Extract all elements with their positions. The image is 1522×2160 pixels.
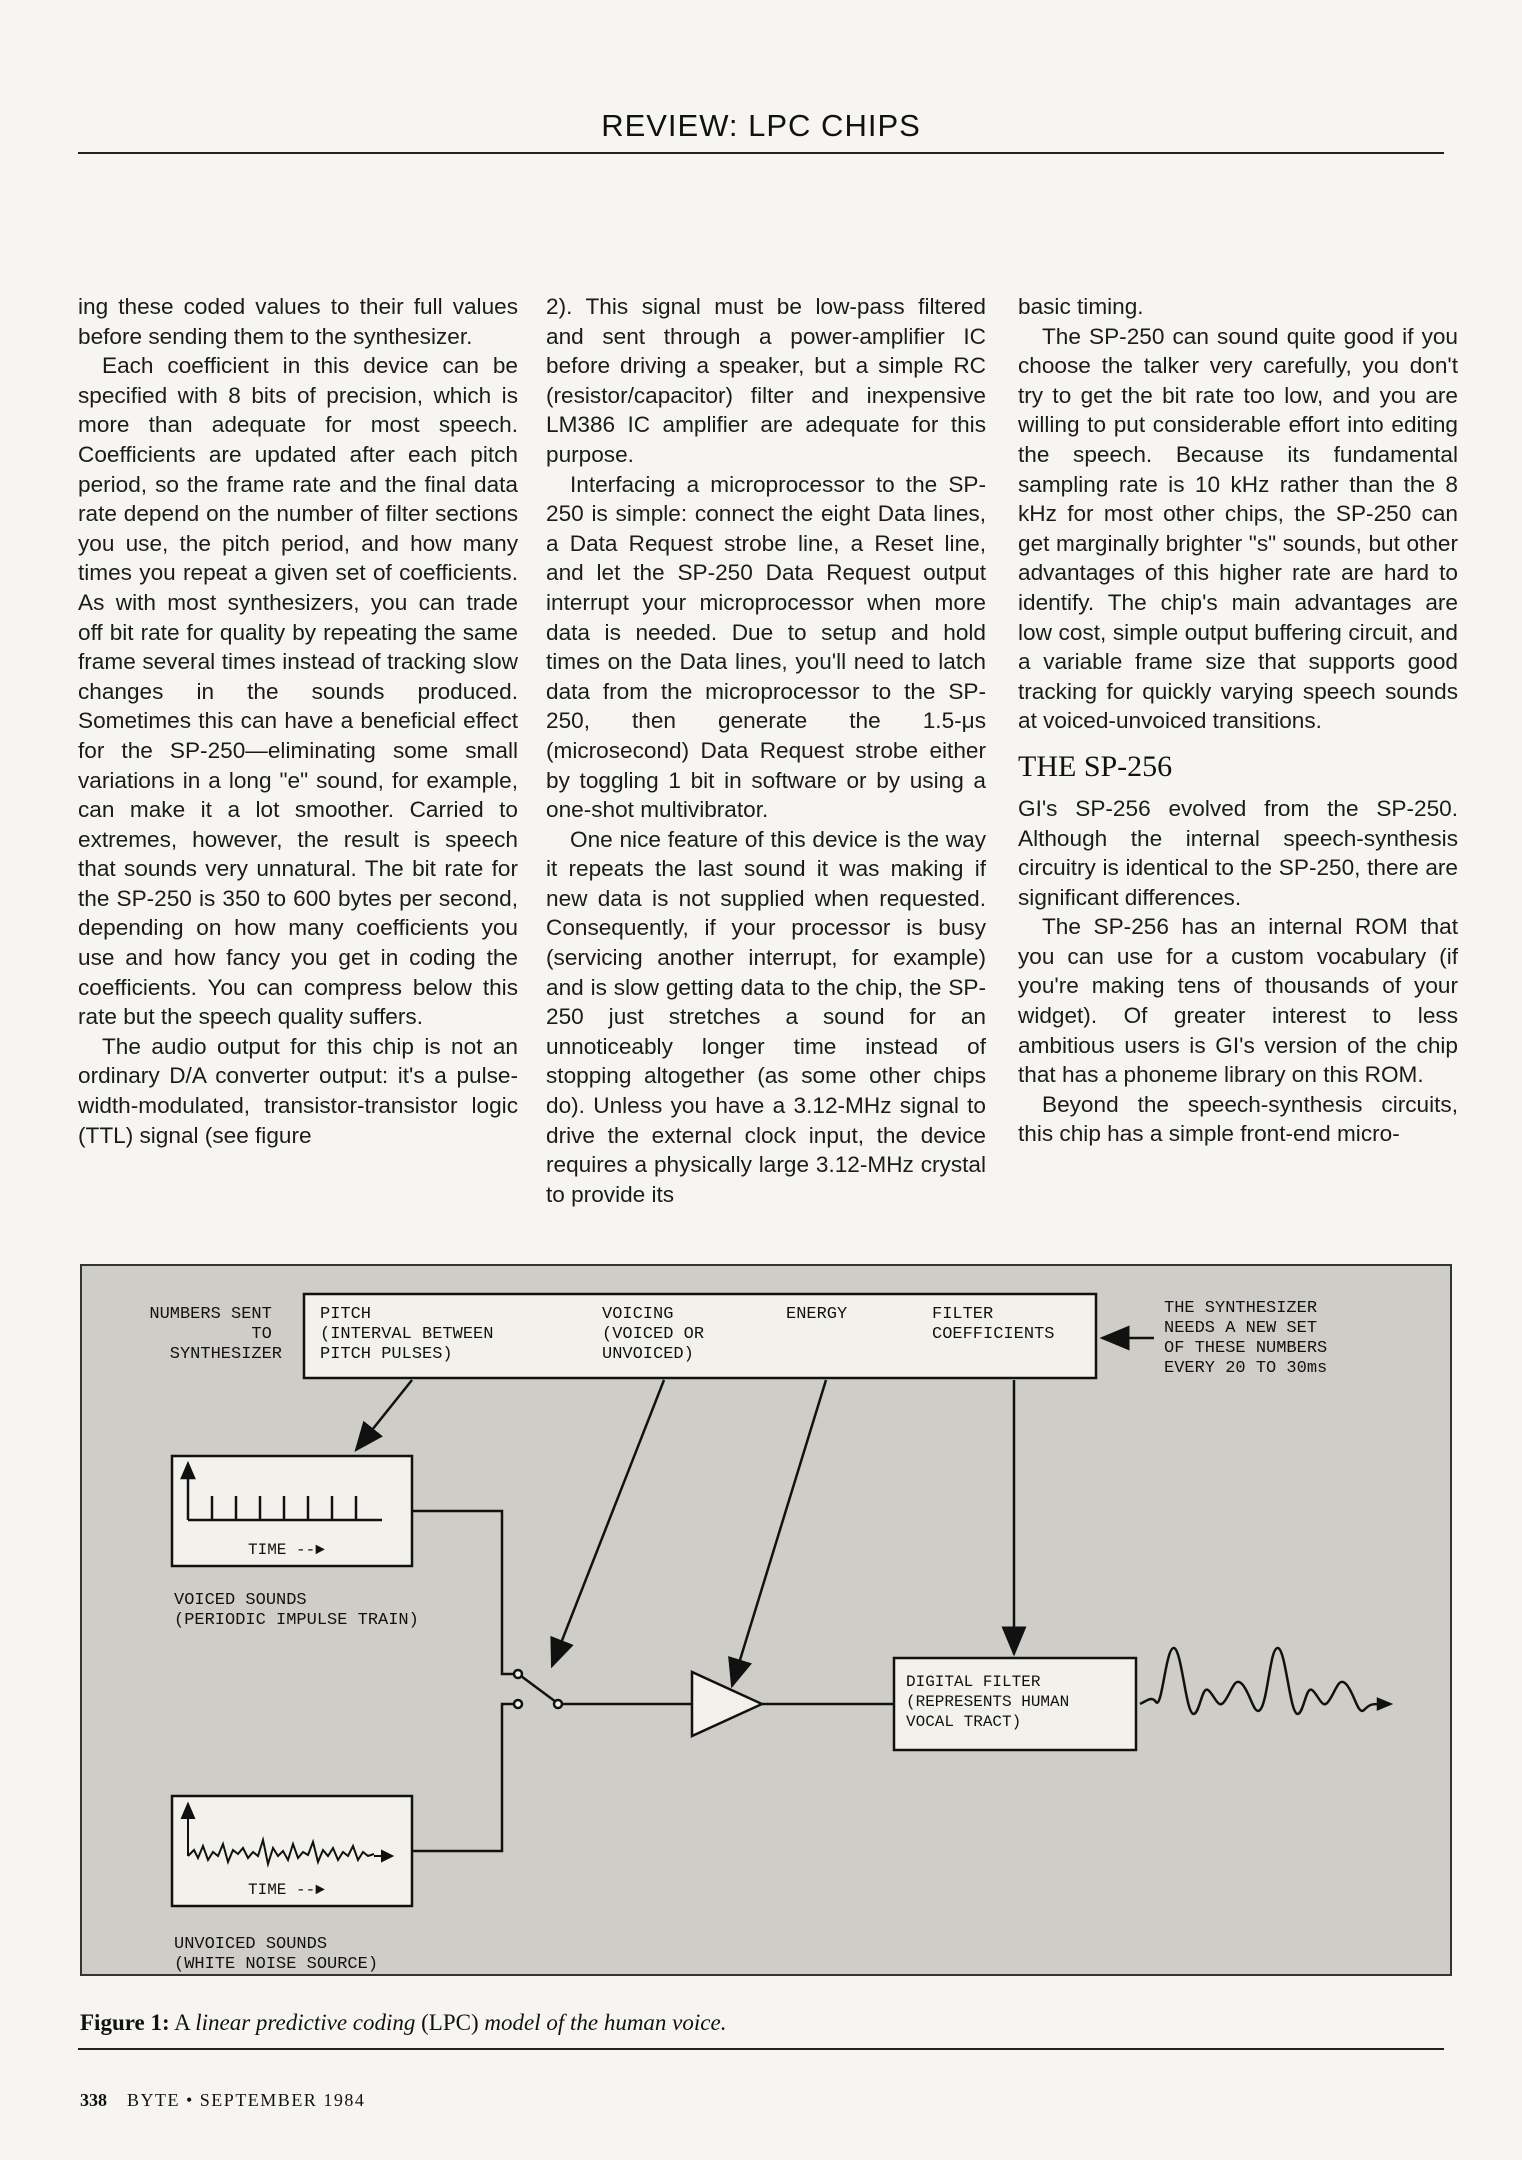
page-number: 338	[80, 2090, 107, 2110]
digital-filter-label: DIGITAL FILTER (REPRESENTS HUMAN VOCAL TRACT)	[906, 1673, 1070, 1731]
paragraph: basic timing.	[1018, 294, 1144, 319]
caption-text: (LPC)	[415, 2010, 485, 2035]
paragraph: ing these coded values to their full values before sending them to the synthesizer.	[78, 294, 518, 349]
paragraph: One nice feature of this device is the way it repeats the last sound it was making if new data is not supplied when requested. Consequently, if your processor is busy (servicing another interrupt, for example) and is slow getting data to the chip, the SP-250 just stretches a sound for an unnoticeably longer time instead of stopping altogether (as some other chips do). Unless you have a 3.12-MHz signal to drive the external clock input, the device requires a physically large 3.12-MHz crystal to provide its	[546, 826, 986, 1207]
paragraph: The SP-256 has an internal ROM that you can use for a custom vocabulary (if you're making tens of thousands of your widget). Of greater interest to less ambitious users is GI's version of the chip that has a phoneme library on this ROM.	[1018, 914, 1458, 1088]
figure-caption	[80, 2010, 726, 2036]
paragraph: 2). This signal must be low-pass filtered and sent through a power-amplifier IC before driving a speaker, but a simple RC (resistor/capacitor) filter and inexpensive LM386 IC amplifier are adequate for this purpose.	[546, 294, 986, 467]
section-heading: THE SP-256	[1018, 749, 1173, 783]
paragraph: The SP-250 can sound quite good if you choose the talker very carefully, you don't try to get the bit rate too low, and you are willing to put considerable effort into editing the speech. Because its fundamental sampling rate is 10 kHz rather than the 8 kHz for most other chips, the SP-250 can get marginally brighter "s" sounds, but other advantages of this higher rate are hard to identify. The chip's main advantages are low cost, simple output buffering circuit, and a variable frame size that supports good tracking for quickly varying speech sounds at voiced-unvoiced transitions.	[1018, 323, 1458, 734]
voicing-label: VOICING (VOICED OR UNVOICED)	[602, 1305, 705, 1364]
energy-label: ENERGY	[786, 1305, 848, 1324]
caption-label: Figure 1:	[80, 2010, 170, 2035]
note-label: THE SYNTHESIZER NEEDS A NEW SET OF THESE NUMBERS EVERY 20 TO 30ms	[1164, 1299, 1328, 1378]
paragraph: Beyond the speech-synthesis circuits, this chip has a simple front-end micro-	[1018, 1091, 1458, 1147]
text-column-1	[78, 292, 518, 1242]
voicing-arrow	[552, 1380, 664, 1666]
publication-line: BYTE • SEPTEMBER 1984	[127, 2090, 366, 2110]
time-label-unvoiced: TIME --►	[248, 1881, 325, 1899]
paragraph: GI's SP-256 evolved from the SP-250. Although the internal speech-synthesis circuitry is identical to the SP-250, there are significant differences.	[1018, 795, 1458, 910]
lpc-diagram	[82, 1266, 1454, 1978]
page-header-title: REVIEW: LPC CHIPS	[601, 108, 921, 143]
switch-wiring	[412, 1511, 692, 1851]
text-column-2	[546, 292, 986, 1242]
output-waveform-icon	[1140, 1648, 1390, 1714]
paragraph: Each coefficient in this device can be specified with 8 bits of precision, which is more than adequate for most speech. Coefficients are updated after each pitch period, so the frame rate and the final data rate depend on the number of filter sections you use, the pitch period, and how many times you repeat a given set of coefficients. As with most synthesizers, you can trade off bit rate for quality by repeating the same frame several times instead of tracking slow changes in the sounds produced. Sometimes this can have a beneficial effect for the SP-250—eliminating some small variations in a long "e" sound, for example, can make it a lot smoother. Carried to extremes, however, the result is speech that sounds very unnatural. The bit rate for the SP-250 is 350 to 600 bytes per second, depending on how many coefficients you use and how fancy you get in coding the coefficients. You can compress below this rate but the speech quality suffers.	[78, 353, 518, 1030]
energy-arrow	[732, 1380, 826, 1686]
voiced-label: VOICED SOUNDS (PERIODIC IMPULSE TRAIN)	[174, 1591, 419, 1630]
caption-text: model of the human voice.	[484, 2010, 727, 2035]
time-label-voiced: TIME --►	[248, 1541, 325, 1559]
caption-rule	[78, 2048, 1444, 2050]
pitch-arrow	[356, 1380, 412, 1450]
paragraph: Interfacing a microprocessor to the SP-250 is simple: connect the eight Data lines, a Data Request strobe line, a Reset line, and let the SP-250 Data Request output interrupt your microprocessor when more data is needed. Due to setup and hold times on the Data lines, you'll need to latch data from the microprocessor to the SP-250, then generate the 1.5-μs (microsecond) Data Request strobe either by toggling 1 bit in software or by using a one-shot multivibrator.	[546, 471, 986, 823]
filter-label: FILTER COEFFICIENTS	[932, 1305, 1055, 1344]
lpc-figure	[80, 1264, 1452, 1976]
text-column-3	[1018, 292, 1458, 1242]
header-rule	[78, 152, 1444, 154]
unvoiced-label: UNVOICED SOUNDS (WHITE NOISE SOURCE)	[174, 1935, 379, 1974]
numbers-label: NUMBERS SENT TO SYNTHESIZER	[149, 1305, 282, 1364]
page-footer	[80, 2090, 365, 2111]
caption-text: linear predictive coding	[195, 2010, 416, 2035]
paragraph: The audio output for this chip is not an ordinary D/A converter output: it's a pulse-width-modulated, transistor-transistor logic (TTL) signal (see figure	[78, 1033, 518, 1148]
amplifier-icon	[692, 1672, 762, 1736]
pitch-label: PITCH (INTERVAL BETWEEN PITCH PULSES)	[320, 1305, 494, 1364]
caption-text: A	[174, 2010, 196, 2035]
